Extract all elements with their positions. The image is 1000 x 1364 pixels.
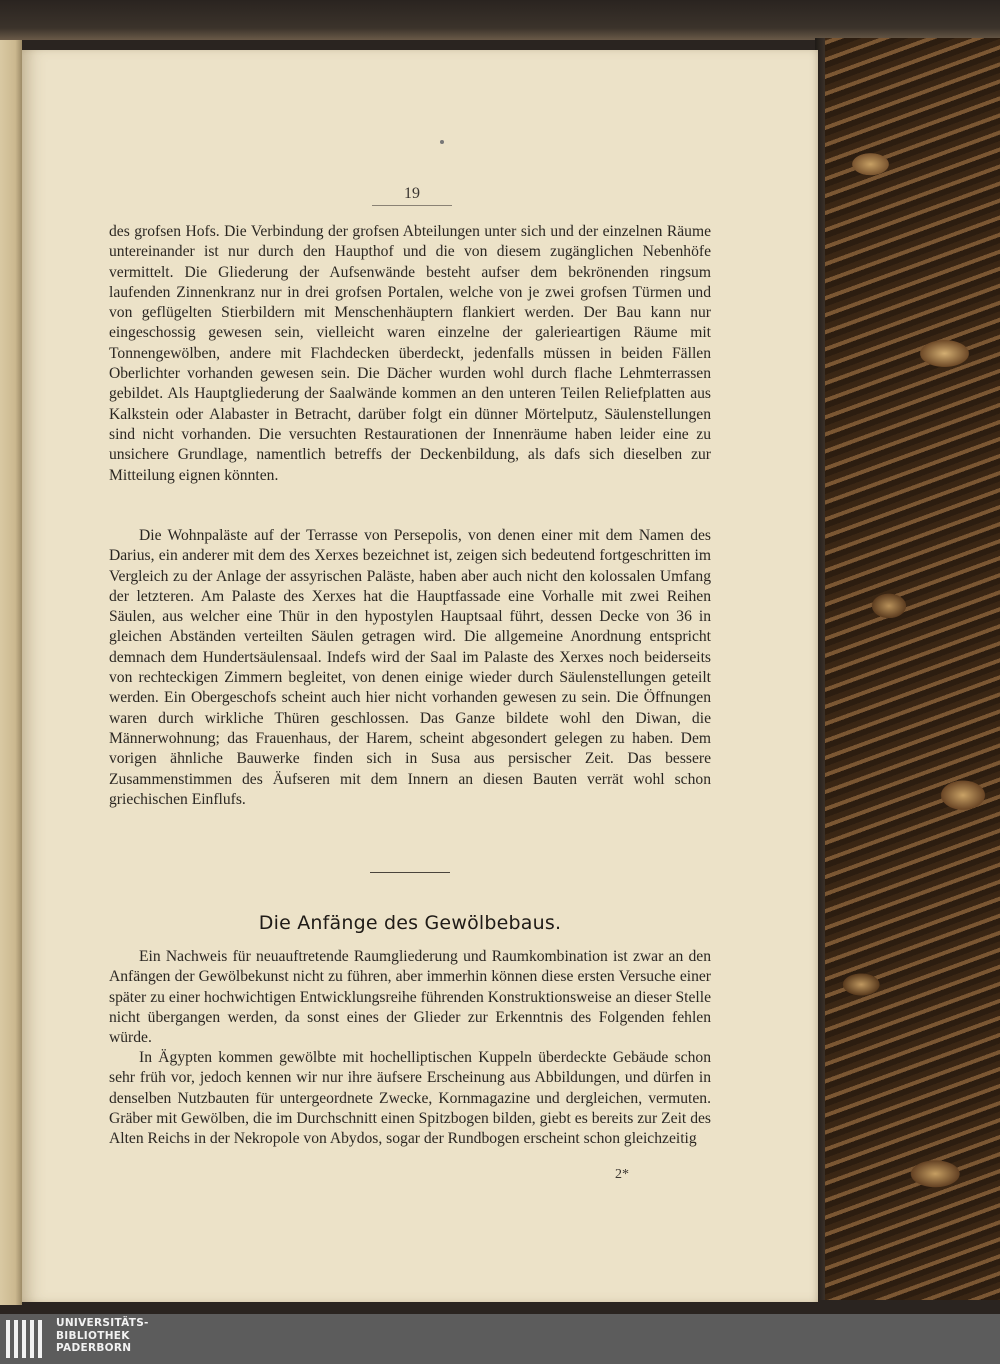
paragraph-4: In Ägypten kommen gewölbte mit hochelliptischen Kuppeln überdeckte Gebäude schon sehr früh vor, jedoch kennen wir nur ihre äufsere Erscheinung aus Abbildungen, und dürfen in denselben Nutzbauten für untergeordnete Zwecke, Kornmagazine und dergleichen, vermuten. Gräber mit Gewölben, die im Durchschnitt einen Spitzbogen bilden, giebt es bereits zur Zeit des Alten Reichs in der Nekropole von Abydos, sogar der Rundbogen erscheint schon gleichzeitig — [109, 1049, 711, 1148]
paragraph-2: Die Wohnpaläste auf der Terrasse von Persepolis, von denen einer mit dem Namen des Darius, ein anderer mit dem des Xerxes bezeichnet ist, zeigen sich bedeutend fortgeschritten im Vergleich zu der Anlage der assyrischen Paläste, haben aber auch nicht den kolossalen Umfang der letzteren. Am Palaste des Xerxes hat die Hauptfassade eine Vorhalle mit zwei Reihen Säulen, aus welcher eine Thür in den hypostylen Hauptsaal führt, dessen Decke von 36 in gleichen Abständen verteilten Säulen getragen wird. Die allgemeine Anordnung entspricht demnach dem Hundertsäulensaal. Indefs wird der Saal im Palaste des Xerxes noch beiderseits von rechteckigen Zimmern begleitet, von denen einige wieder durch Säulenstellungen geteilt werden. Ein Obergeschofs scheint auch hier nicht vorhanden gewesen zu sein. Die Öffnungen waren durch wirkliche Thüren geschlossen. Das Ganze bildete wohl den Diwan, die Männerwohnung; das Frauenhaus, der Harem, scheint abgesondert gelegen zu haben. Dem vorigen ähnliche Bauwerke finden sich in Susa aus persischer Zeit. Das bessere Zusammenstimmen des Äufseren mit dem Innern an diesen Bauten verrät wohl schon griechischen Einflufs. — [109, 527, 711, 808]
text-block-3 — [109, 947, 711, 1048]
paragraph-3: Ein Nachweis für neuauftretende Raumgliederung und Raumkombination ist zwar an den Anfängen der Gewölbekunst nicht zu führen, aber immerhin können diese ersten Versuche einer später zu einer hochwichtigen Entwicklungsreihe führenden Konstruktionsweise an dieser Stelle nicht übergangen werden, da sonst eines der Glieder zur Erkenntnis des Folgenden fehlen würde. — [109, 948, 711, 1047]
paragraph-1: des grofsen Hofs. Die Verbindung der grofsen Abteilungen unter sich und der einzelnen Räume untereinander ist nur durch den Haupthof und die von diesem zugänglichen Nebenhöfe vermittelt. Die Gliederung der Aufsenwände besteht aufser dem bekrönenden ringsum laufenden Zinnenkranz nur in drei grofsen Portalen, welche von je zwei grofsen Türmen und von geflügelten Stierbildern mit Menschenhäuptern flankiert werden. Der Bau kann nur eingeschossig gewesen sein, vielleicht waren einzelne der galerieartigen Räume mit Tonnengewölben, andere mit Flachdecken überdeckt, jedenfalls müssen in beiden Fällen Oberlichter vorhanden gewesen sein. Die Dächer wurden wohl durch flache Lehmterrassen gebildet. Als Hauptgliederung der Saalwände kommen an den unteren Teilen Reliefplatten aus Kalkstein oder Alabaster in Betracht, darüber folgt ein dünner Mörtelputz, Säulenstellungen sind nicht vorhanden. Die versuchten Restaurationen der Innenräume haben leider eine zu unsichere Grundlage, namentlich betreffs der Deckenbildung, als dafs sich dieselben zur Mitteilung eignen könnten. — [109, 223, 711, 484]
book-page — [22, 50, 818, 1302]
library-logo-icon — [6, 1320, 42, 1358]
text-block-1 — [109, 222, 711, 486]
library-footer — [0, 1314, 1000, 1364]
library-name — [56, 1317, 149, 1355]
library-name-line-3: PADERBORN — [56, 1342, 132, 1354]
scan-top-edge — [0, 0, 1000, 40]
signature-mark: 2* — [615, 1167, 629, 1182]
marbled-cover — [815, 38, 1000, 1300]
text-block-4 — [109, 1048, 711, 1149]
page-spot — [440, 140, 444, 144]
page-number: 19 — [372, 185, 452, 206]
library-name-line-2: BIBLIOTHEK — [56, 1329, 130, 1342]
facing-page-edge — [0, 40, 22, 1305]
section-heading: Die Anfänge des Gewölbebaus. — [258, 912, 562, 934]
section-divider — [370, 872, 450, 873]
library-name-line-1: UNIVERSITÄTS- — [56, 1317, 149, 1329]
text-block-2 — [109, 526, 711, 810]
